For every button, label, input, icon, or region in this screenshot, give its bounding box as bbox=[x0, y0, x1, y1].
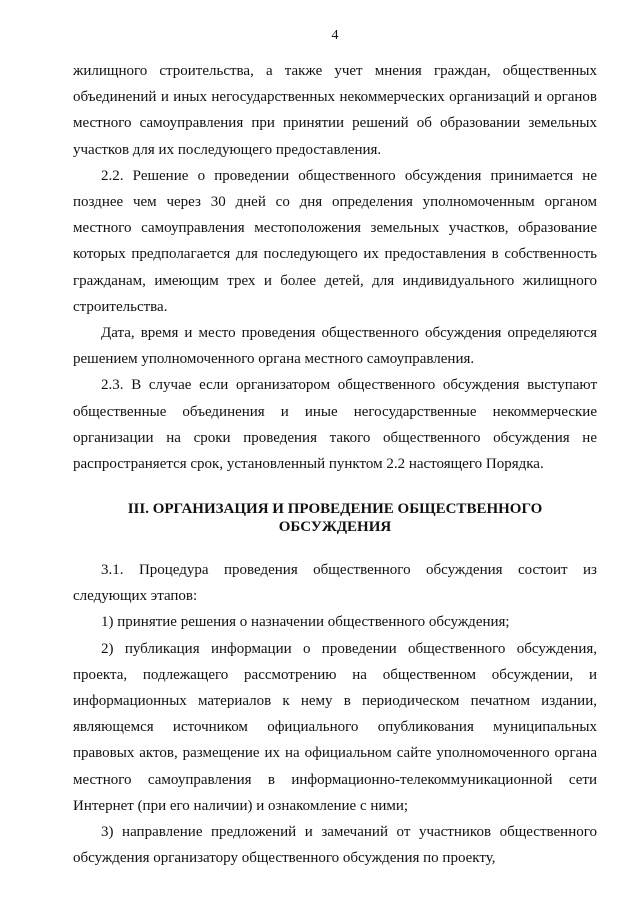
text-block-bottom bbox=[73, 557, 597, 871]
section-heading-line-2: ОБСУЖДЕНИЯ bbox=[278, 519, 392, 535]
paragraph-3-1: 3.1. Процедура проведения общественного обсуждения состоит из следующих этапов: bbox=[73, 562, 597, 605]
paragraph-date-time-place: Дата, время и место проведения общественного обсуждения определяются решением уполномоченного органа местного самоуправления. bbox=[73, 325, 597, 368]
page-number: 4 bbox=[331, 28, 339, 43]
list-item-3: 3) направление предложений и замечаний от участников общественного обсуждения организатору общественного обсуждения по проекту, bbox=[73, 824, 597, 867]
section-heading bbox=[73, 500, 597, 536]
list-item-1: 1) принятие решения о назначении общественного обсуждения; bbox=[101, 614, 510, 631]
section-heading-line-1: III. ОРГАНИЗАЦИЯ И ПРОВЕДЕНИЕ ОБЩЕСТВЕННОГО bbox=[127, 501, 543, 517]
paragraph-continuation: жилищного строительства, а также учет мнения граждан, общественных объединений и иных негосударственных некоммерческих организаций и органов местного самоуправления при принятии решений об образовании земельных участков для их последующего предоставления. bbox=[73, 63, 597, 158]
paragraph-2-2: 2.2. Решение о проведении общественного обсуждения принимается не позднее чем через 30 дней со дня определения уполномоченным органом местного самоуправления местоположения земельных участков, образование которых предполагается для последующего их предоставления в собственность гражданам, имеющим трех и более детей, для индивидуального жилищного строительства. bbox=[73, 167, 597, 315]
text-block-top bbox=[73, 58, 597, 477]
paragraph-2-3: 2.3. В случае если организатором общественного обсуждения выступают общественные объединения и иные негосударственные некоммерческие организации на сроки проведения такого общественного обсуждения не распространяется срок, установленный пунктом 2.2 настоящего Порядка. bbox=[73, 377, 597, 473]
list-item-2: 2) публикация информации о проведении общественного обсуждения, проекта, подлежащего рассмотрению на общественном обсуждении, и информационных материалов к нему в периодическом печатном издании, являющемся источником официального опубликования муниципальных правовых актов, размещение их на официальном сайте уполномоченного органа местного самоуправления в информационно-телекоммуникационной сети Интернет (при его наличии) и ознакомление с ними; bbox=[73, 640, 597, 814]
